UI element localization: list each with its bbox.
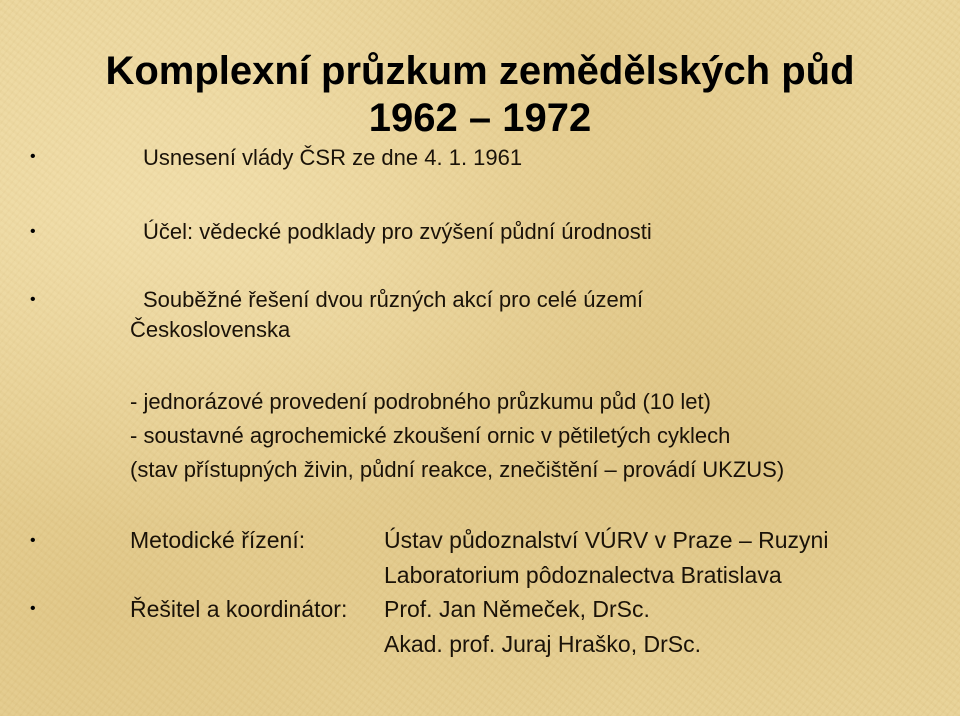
- methodical-label: Metodické řízení:: [130, 527, 306, 553]
- sub-item-3: (stav přístupných živin, půdní reakce, znečištění – provádí UKZUS): [130, 457, 785, 482]
- bullet-marker-3: •: [30, 291, 36, 308]
- bullet-marker-4: •: [30, 532, 36, 549]
- bullet-2-text: Účel: vědecké podklady pro zvýšení půdní úrodnosti: [143, 219, 652, 244]
- bullet-1-text: Usnesení vlády ČSR ze dne 4. 1. 1961: [143, 145, 523, 170]
- sub-item-1: - jednorázové provedení podrobného průzkumu půd (10 let): [130, 389, 711, 414]
- coordinator-value-2: Akad. prof. Juraj Hraško, DrSc.: [384, 631, 701, 657]
- methodical-value-1: Ústav půdoznalství VÚRV v Praze – Ruzyni: [384, 527, 829, 553]
- methodical-value-2: Laboratorium pôdoznalectva Bratislava: [384, 562, 782, 588]
- bullet-marker-5: •: [30, 600, 36, 617]
- bullet-3-text-line1: Souběžné řešení dvou různých akcí pro celé území: [143, 287, 644, 312]
- bullet-3-text-line2: Československa: [130, 317, 291, 342]
- coordinator-label: Řešitel a koordinátor:: [130, 596, 348, 622]
- slide-title-line1: Komplexní průzkum zemědělských půd: [105, 49, 855, 93]
- coordinator-value-1: Prof. Jan Němeček, DrSc.: [384, 596, 650, 622]
- slide-title-line2: 1962 – 1972: [368, 96, 592, 140]
- sub-item-2: - soustavné agrochemické zkoušení ornic v pětiletých cyklech: [130, 423, 731, 448]
- bullet-marker-1: •: [30, 148, 36, 165]
- bullet-marker-2: •: [30, 223, 36, 240]
